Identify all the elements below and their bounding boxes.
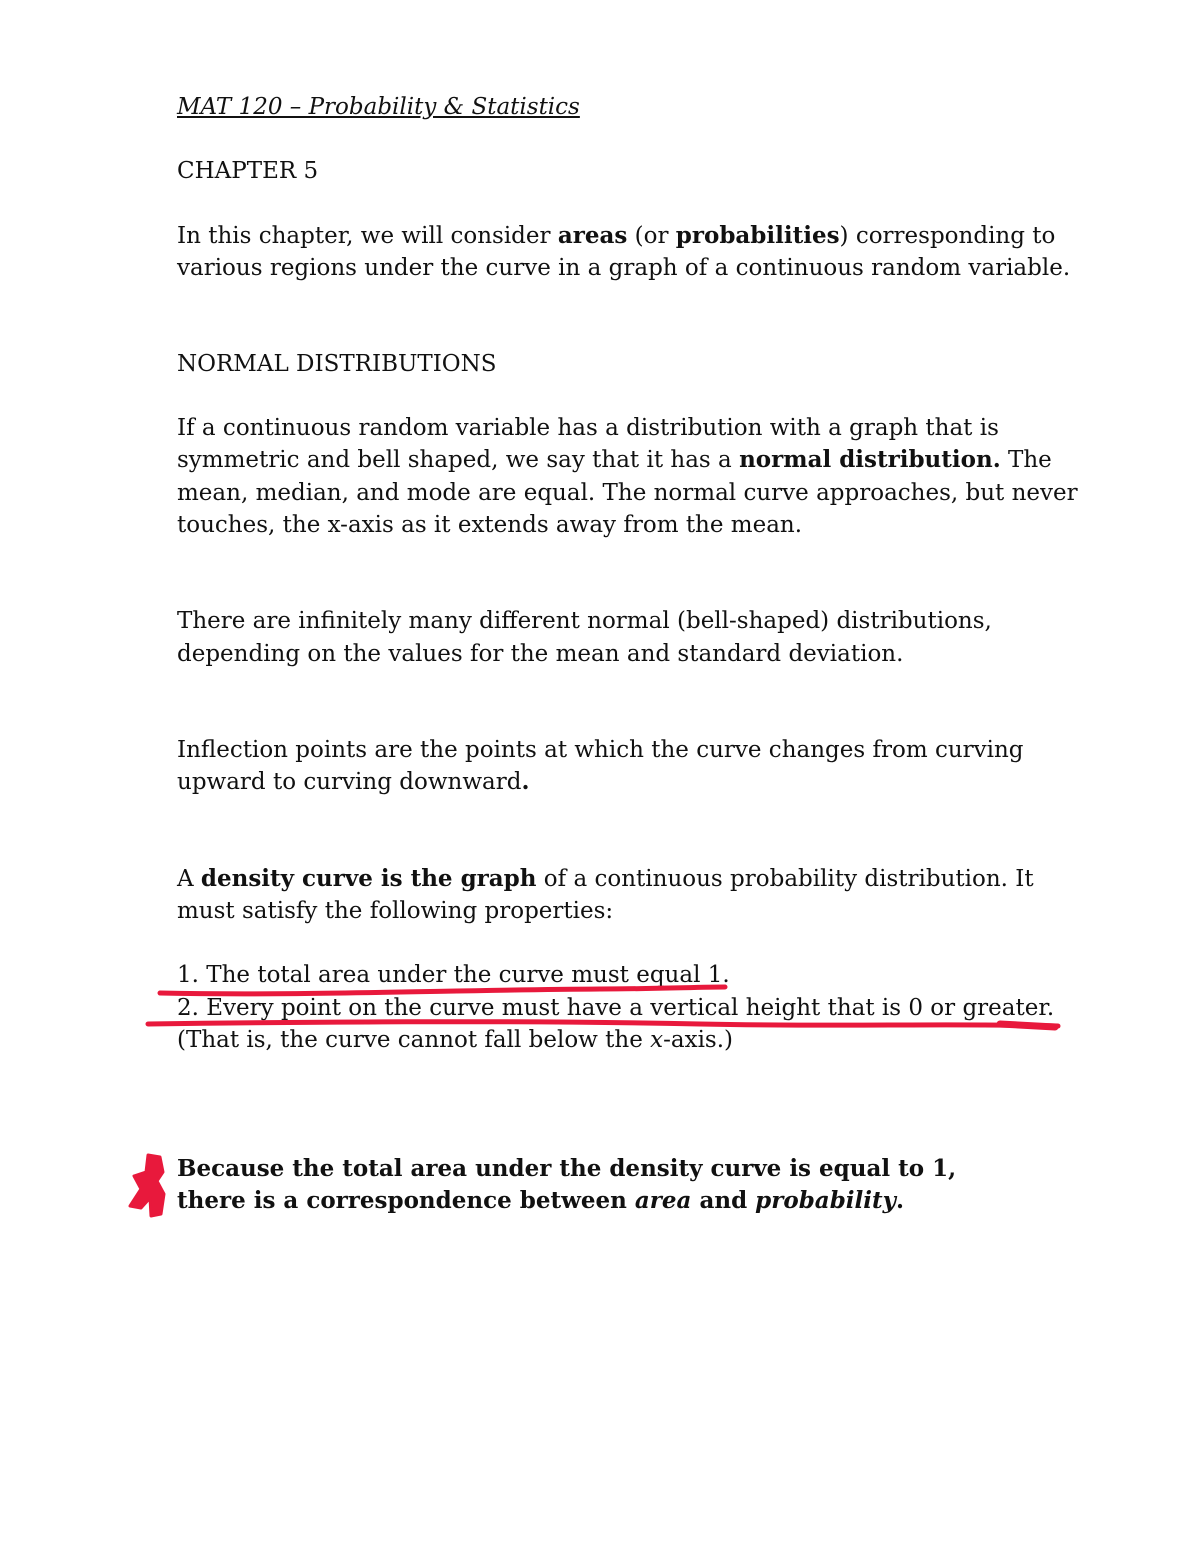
infinite-line-1: There are infinitely many different normal (bell-shaped) distributions, [177,608,992,634]
underline-property-1 [160,987,725,994]
intro-line-1: In this chapter, we will consider areas (or probabilities) corresponding to [177,222,1056,249]
conclusion-line-2: there is a correspondence between area and probability. [177,1187,904,1214]
star-mark [130,1155,164,1216]
intro-line-2: various regions under the curve in a graph of a continuous random variable. [177,255,1071,281]
normal-line-4: touches, the x-axis as it extends away from the mean. [177,512,803,538]
underline-marks [148,987,1058,1027]
property-2: 2. Every point on the curve must have a vertical height that is 0 or greater. [177,995,1055,1021]
inflection-line-2: upward to curving downward. [177,768,530,795]
course-title: MAT 120 – Probability & Statistics [177,94,580,120]
normal-line-2: symmetric and bell shaped, we say that it has a normal distribution. The [177,446,1052,473]
section-heading: NORMAL DISTRIBUTIONS [177,351,497,377]
inflection-line-1: Inflection points are the points at which the curve changes from curving [177,737,1024,763]
conclusion-line-1: Because the total area under the density curve is equal to 1, [177,1155,957,1182]
property-note: (That is, the curve cannot fall below the x-axis.) [177,1027,734,1053]
density-line-2: must satisfy the following properties: [177,898,614,924]
normal-line-3: mean, median, and mode are equal. The normal curve approaches, but never [177,480,1078,506]
density-line-1: A density curve is the graph of a continuous probability distribution. It [177,865,1034,892]
chapter-heading: CHAPTER 5 [177,158,319,184]
underline-property-2 [148,1022,1058,1026]
infinite-line-2: depending on the values for the mean and standard deviation. [177,641,904,667]
property-1: 1. The total area under the curve must equal 1. [177,962,730,988]
normal-line-1: If a continuous random variable has a distribution with a graph that is [177,415,999,441]
